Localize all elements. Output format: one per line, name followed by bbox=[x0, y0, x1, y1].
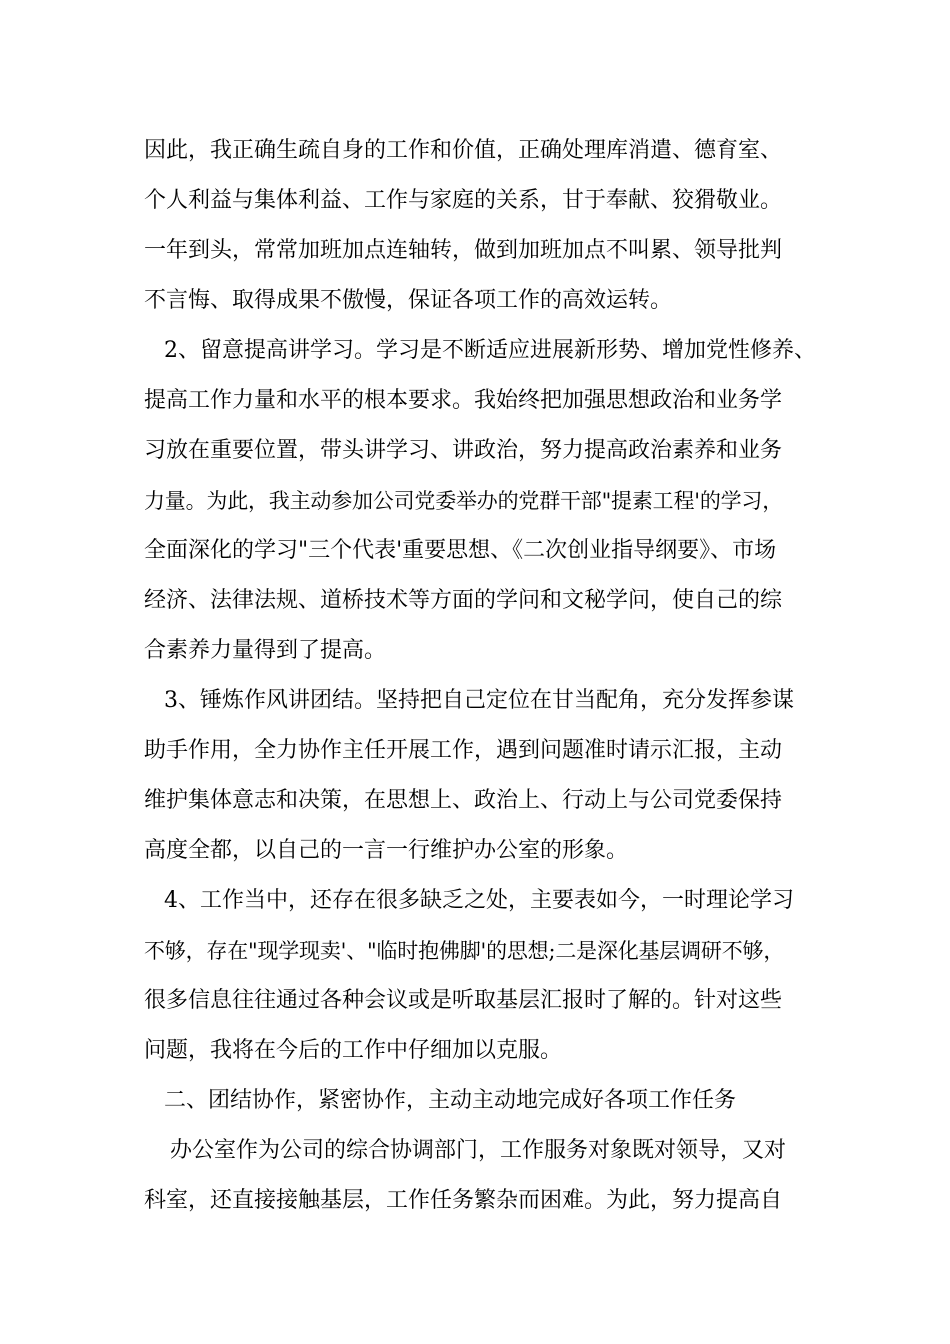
text-line: 高度全都，以自己的一言一行维护办公室的形象。 bbox=[144, 838, 629, 863]
text-line: 很多信息往往通过各种会议或是听取基层汇报时了解的。针对这些 bbox=[144, 988, 783, 1013]
text-line: 不够，存在"现学现卖'、"临时抱佛脚'的思想;二是深化基层调研不够， bbox=[144, 939, 785, 963]
text-line: 一年到头，常常加班加点连轴转，做到加班加点不叫累、领导批判 bbox=[144, 238, 783, 263]
text-line: 力量。为此，我主动参加公司党委举办的党群干部"提素工程'的学习， bbox=[144, 489, 784, 513]
text-line: 习放在重要位置，带头讲学习、讲政治，努力提高政治素养和业务 bbox=[144, 438, 783, 463]
text-line: 因此，我正确生疏自身的工作和价值，正确处理库消遣、德育室、 bbox=[144, 138, 783, 163]
text-line: 4、工作当中，还存在很多缺乏之处，主要表如今，一时理论学习 bbox=[164, 888, 794, 913]
text-line: 合素养力量得到了提高。 bbox=[144, 638, 387, 663]
text-line: 助手作用，全力协作主任开展工作，遇到问题准时请示汇报，主动 bbox=[144, 738, 783, 763]
section-heading: 二、团结协作，紧密协作，主动主动地完成好各项工作任务 bbox=[164, 1088, 737, 1113]
text-line: 全面深化的学习"三个代表'重要思想、《二次创业指导纲要》、市场 bbox=[144, 538, 777, 563]
text-line: 3、锤炼作风讲团结。坚持把自己定位在甘当配角，充分发挥参谋 bbox=[164, 688, 794, 713]
text-line: 科室，还直接接触基层，工作任务繁杂而困难。为此，努力提高自 bbox=[144, 1188, 783, 1213]
text-line: 个人利益与集体利益、工作与家庭的关系，甘于奉献、狡猾敬业。 bbox=[144, 188, 783, 213]
text-line: 不言悔、取得成果不傲慢，保证各项工作的高效运转。 bbox=[144, 288, 673, 313]
text-line: 维护集体意志和决策，在思想上、政治上、行动上与公司党委保持 bbox=[144, 788, 783, 813]
text-line: 2、留意提高讲学习。学习是不断适应进展新形势、增加党性修养、 bbox=[164, 338, 816, 363]
text-line: 提高工作力量和水平的根本要求。我始终把加强思想政治和业务学 bbox=[144, 388, 783, 413]
text-line: 问题，我将在今后的工作中仔细加以克服。 bbox=[144, 1038, 563, 1063]
text-line: 经济、法律法规、道桥技术等方面的学问和文秘学问，使自己的综 bbox=[144, 588, 783, 613]
text-line: 办公室作为公司的综合协调部门，工作服务对象既对领导，又对 bbox=[170, 1138, 787, 1163]
